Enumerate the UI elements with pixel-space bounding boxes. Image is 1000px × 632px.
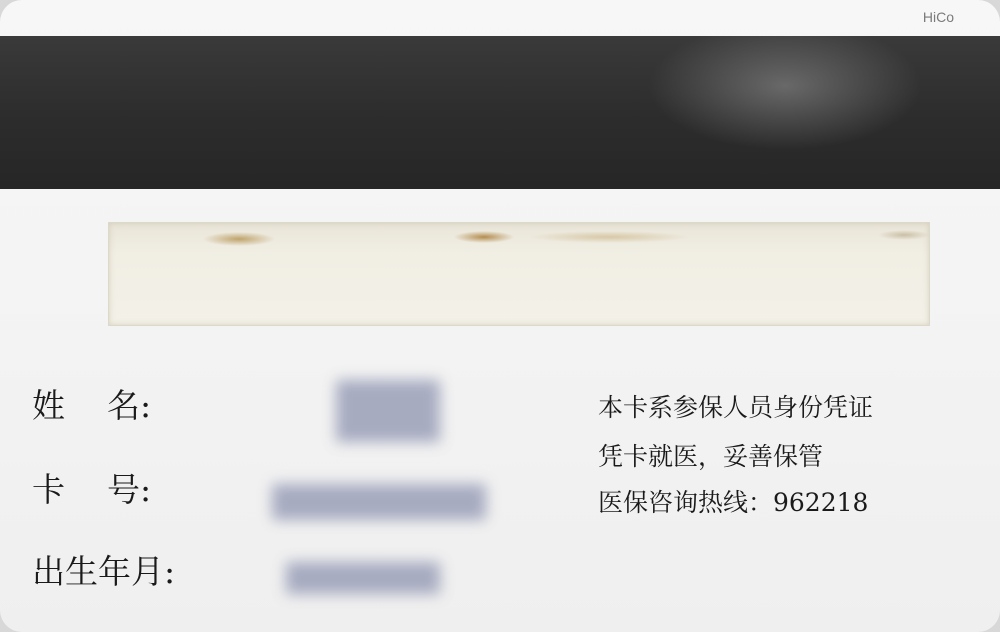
hico-mark: HiCo xyxy=(922,9,954,25)
notice-line-2: 凭卡就医，妥善保管 xyxy=(598,442,824,471)
magnetic-stripe xyxy=(0,36,1000,189)
birth-date-label: 出生年月: xyxy=(32,552,176,591)
notice-line-1: 本卡系参保人员身份凭证 xyxy=(598,393,874,422)
card-number-redacted xyxy=(272,484,486,520)
name-redacted xyxy=(336,380,440,442)
card-number-label: 卡 号: xyxy=(32,470,152,509)
birth-date-redacted xyxy=(286,562,440,594)
name-label: 姓 名: xyxy=(32,386,152,425)
signature-panel xyxy=(108,222,930,326)
notice-hotline: 医保咨询热线：962218 xyxy=(598,488,869,517)
